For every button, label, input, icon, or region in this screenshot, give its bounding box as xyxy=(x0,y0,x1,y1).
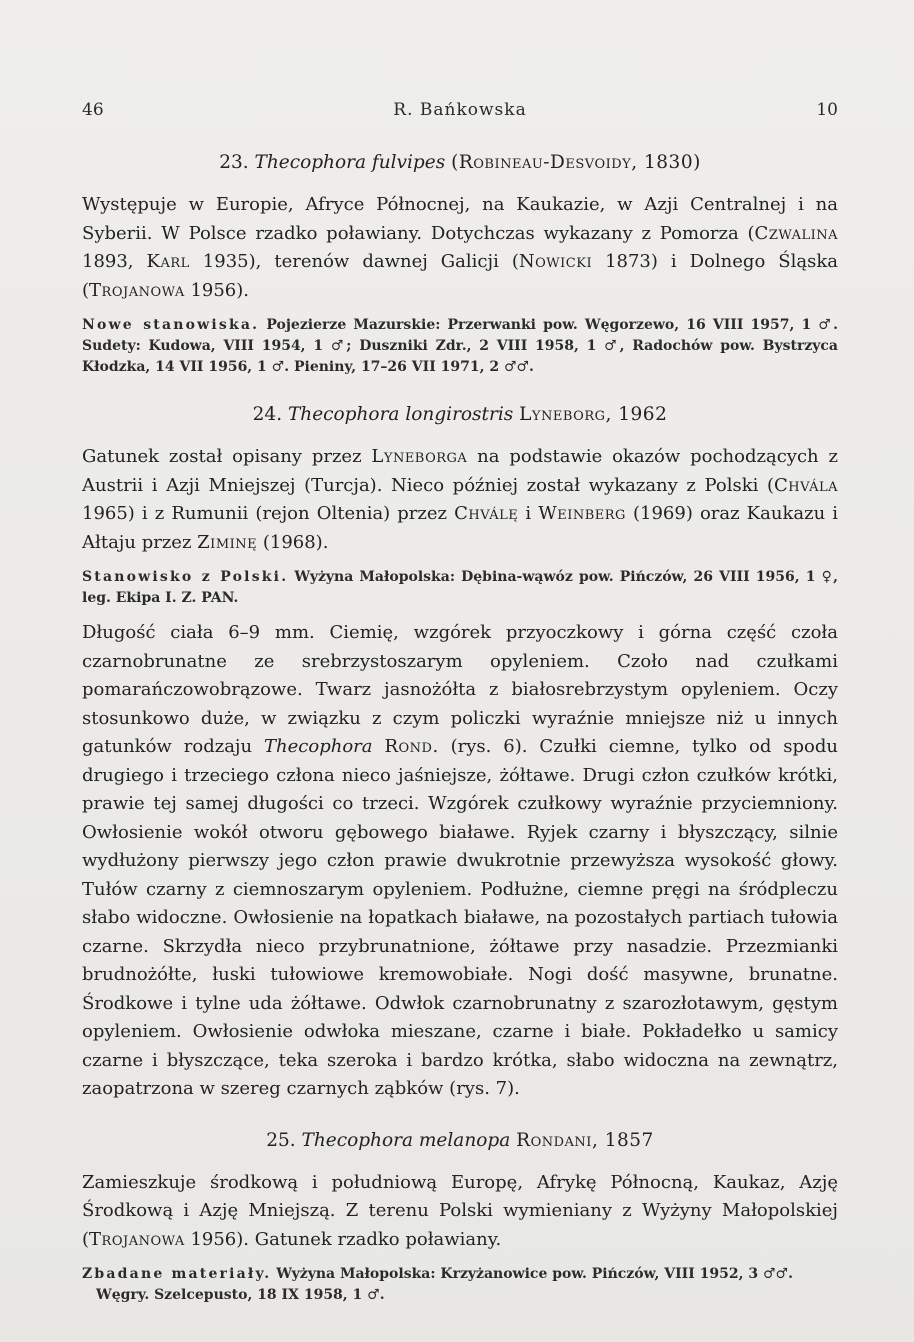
section-25-material-2 xyxy=(82,1285,838,1306)
text-run: 1965) i z Rumunii (rejon Oltenia) przez xyxy=(82,503,455,524)
text-run: 1893, xyxy=(82,251,147,272)
material-text: Wyżyna Małopolska: Krzyżanowice pow. Pińczów, VIII 1952, 3 ♂♂. xyxy=(271,1266,793,1282)
section-23-sites xyxy=(82,315,838,378)
spacer xyxy=(82,557,838,567)
cited-author: Czwalina xyxy=(754,222,838,244)
text-run: 1873) i Dolnego Śląska ( xyxy=(82,251,838,301)
text-run: Zamieszkuje środkową i południową Europę, Afrykę Północną, Kaukaz, Azję Środkową i Azję Mniejszą. Z terenu Polski wymieniany z Wyżyny Małopolskiej ( xyxy=(82,1171,838,1250)
spacer xyxy=(82,305,838,315)
cited-author: Chválę xyxy=(454,503,519,524)
sites-label: Stanowisko z Polski. xyxy=(82,569,289,585)
cited-author: Nowicki xyxy=(518,251,593,272)
cited-author: Karl xyxy=(146,251,190,272)
running-header xyxy=(82,100,838,120)
taxon-author: (Robineau-Desvoidy, 1830) xyxy=(451,152,701,173)
cited-author: Rond. xyxy=(384,736,439,757)
sites-label: Nowe stanowiska. xyxy=(82,317,260,333)
text-run: 1935), terenów dawnej Galicji ( xyxy=(189,251,519,272)
section-24-distribution xyxy=(82,443,838,557)
running-author: R. Bańkowska xyxy=(393,100,527,120)
section-24-description xyxy=(82,619,838,1104)
spacer xyxy=(82,1104,838,1130)
sites-text: Pojezierze Mazurskie: Przerwanki pow. Węgorzewo, 16 VIII 1957, 1 ♂. Sudety: Kudowa, VIII 1954, 1 ♂; Duszniki Zdr., 2 VIII 1958, 1 ♂, Radochów pow. Bystrzyca Kłodzka, 14 VII 1956, 1 ♂. Pieniny, 17–26 VII 1971, 2 ♂♂. xyxy=(82,317,838,375)
taxon-author: Lyneborg, 1962 xyxy=(519,404,668,425)
cited-author: Ziminę xyxy=(197,531,258,553)
section-23-distribution xyxy=(82,191,838,305)
cited-author: Lyneborga xyxy=(371,446,468,467)
section-number: 24. xyxy=(252,404,283,425)
species-name: longirostris xyxy=(405,404,514,425)
text-run: (1968). xyxy=(257,531,329,553)
text-run: (1969) oraz Kaukazu i Ałtaju przez xyxy=(82,503,839,553)
genus-name: Thecophora xyxy=(264,736,373,757)
section-25-material xyxy=(82,1264,838,1285)
text-run: i xyxy=(518,503,539,524)
text-run: na podstawie okazów pochodzących z Austrii i Azji Mniejszej (Turcja). Nieco później został wykazany z Polski ( xyxy=(82,446,838,496)
taxon-author: Rondani, 1857 xyxy=(516,1129,654,1151)
cited-author: Chvála xyxy=(773,474,838,496)
section-25-heading xyxy=(82,1130,838,1151)
section-23-heading xyxy=(82,152,838,173)
genus-name: Thecophora xyxy=(301,1129,413,1151)
page-number: 46 xyxy=(82,100,104,120)
text-run: Występuje w Europie, Afryce Północnej, na Kaukazie, w Azji Centralnej i na Syberii. W Polsce rzadko poławiany. Dotychczas wykazany z Pomorza ( xyxy=(82,194,838,244)
cited-author: Weinberg xyxy=(538,503,626,524)
material-label: Zbadane materiały. xyxy=(82,1266,272,1282)
cited-author: Trojanowa xyxy=(89,279,185,301)
text-run: 1956). xyxy=(184,279,249,301)
species-name: melanopa xyxy=(418,1129,511,1151)
species-name: fulvipes xyxy=(371,152,446,173)
issue-number: 10 xyxy=(816,100,838,120)
spacer xyxy=(82,378,838,404)
text-run: 1956). Gatunek rzadko poławiany. xyxy=(184,1228,502,1250)
spacer xyxy=(82,609,838,619)
material-text: Węgry. Szelcepusto, 18 IX 1958, 1 ♂. xyxy=(96,1287,385,1303)
section-24-heading xyxy=(82,404,838,425)
genus-name: Thecophora xyxy=(287,404,400,425)
text-run: Długość ciała 6–9 mm. Ciemię, wzgórek przyoczkowy i górna część czoła czarnobrunatne ze srebrzystoszarym opyleniem. Czoło nad czułkami pomarańczowobrązowe. Twarz jasnożółta z białosrebrzystym opyleniem. Oczy stosunkowo duże, w związku z czym policzki wyraźnie mniejsze niż u innych gatunków rodzaju xyxy=(82,622,838,757)
sites-text: Wyżyna Małopolska: Dębina-wąwóz pow. Pińczów, 26 VIII 1956, 1 ♀, leg. Ekipa I. Z. PAN. xyxy=(82,569,838,606)
cited-author: Trojanowa xyxy=(89,1228,185,1250)
genus-name: Thecophora xyxy=(254,152,366,173)
section-number: 23. xyxy=(219,152,249,173)
section-25-distribution xyxy=(82,1169,838,1255)
text-run: Gatunek został opisany przez xyxy=(82,446,372,467)
section-number: 25. xyxy=(266,1129,296,1151)
section-24-site xyxy=(82,567,838,609)
spacer xyxy=(82,1254,838,1264)
text-run: (rys. 6). Czułki ciemne, tylko od spodu drugiego i trzeciego człona nieco jaśniejsze, żółtawe. Drugi człon czułków krótki, prawie tej samej długości co trzeci. Wzgórek czułkowy wyraźnie przyciemniony. Owłosienie wokół otworu gębowego białawe. Ryjek czarny i błyszczący, silnie wydłużony pierwszy jego człon prawie dwukrotnie przewyższa wysokość głowy. Tułów czarny z ciemnoszarym opyleniem. Podłużne, ciemne pręgi na śródpleczu słabo widoczne. Owłosienie na łopatkach białawe, na pozostałych partiach tułowia czarne. Skrzydła nieco przybrunatnione, żółtawe przy nasadzie. Przezmianki brudnożółte, łuski tułowiowe kremowobiałe. Nogi dość masywne, brunatne. Środkowe i tylne uda żółtawe. Odwłok czarnobrunatny z szarozłotawym, gęstym opyleniem. Owłosienie odwłoka mieszane, czarne i białe. Pokładełko u samicy czarne i błyszczące, teka szeroka i bardzo krótka, słabo widoczna na zewnątrz, zaopatrzona w szereg czarnych ząbków (rys. 7). xyxy=(82,736,838,1099)
